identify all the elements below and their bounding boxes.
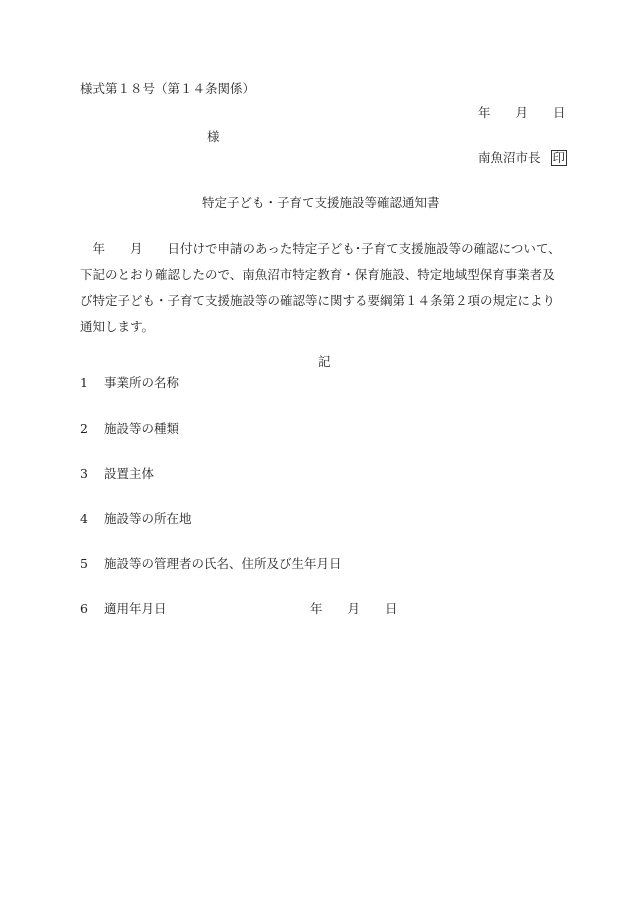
body-line: 年 月 日付けで申請のあった特定子ども･子育て支援施設等の確認について、 (80, 241, 561, 256)
applicable-date: 年 月 日 (310, 601, 398, 616)
item-label: 施設等の種類 (104, 421, 180, 436)
item-number: 1 (80, 375, 88, 390)
list-item (80, 375, 179, 391)
body-paragraph (80, 236, 580, 340)
issuer-line (478, 150, 567, 166)
item-number: 4 (80, 511, 88, 526)
item-label: 施設等の所在地 (104, 511, 192, 526)
list-item (80, 466, 154, 482)
date-line: 年 月 日 (478, 105, 566, 120)
item-number: 6 (80, 601, 88, 616)
issuer-name: 南魚沼市長 (478, 150, 541, 165)
list-item (80, 421, 179, 437)
item-label: 設置主体 (104, 466, 155, 481)
item-number: 3 (80, 466, 88, 481)
list-item (80, 511, 192, 527)
list-item (80, 556, 342, 572)
body-line: 通知します。 (80, 319, 155, 334)
ki-heading: 記 (318, 354, 331, 369)
document-title: 特定子ども・子育て支援施設等確認通知書 (202, 195, 440, 210)
addressee: 様 (207, 129, 220, 144)
item-label: 事業所の名称 (104, 375, 180, 390)
form-number: 様式第１８号（第１４条関係） (80, 81, 256, 96)
body-line: び特定子ども・子育て支援施設等の確認等に関する要綱第１４条第２項の規定により (80, 293, 556, 308)
seal-icon: 印 (552, 150, 566, 165)
list-item (80, 601, 167, 617)
item-number: 2 (80, 421, 88, 436)
item-number: 5 (80, 556, 88, 571)
item-label: 適用年月日 (104, 601, 167, 616)
body-line: 下記のとおり確認したので、南魚沼市特定教育・保育施設、特定地域型保育事業者及 (80, 267, 555, 282)
item-label: 施設等の管理者の氏名、住所及び生年月日 (104, 556, 342, 571)
